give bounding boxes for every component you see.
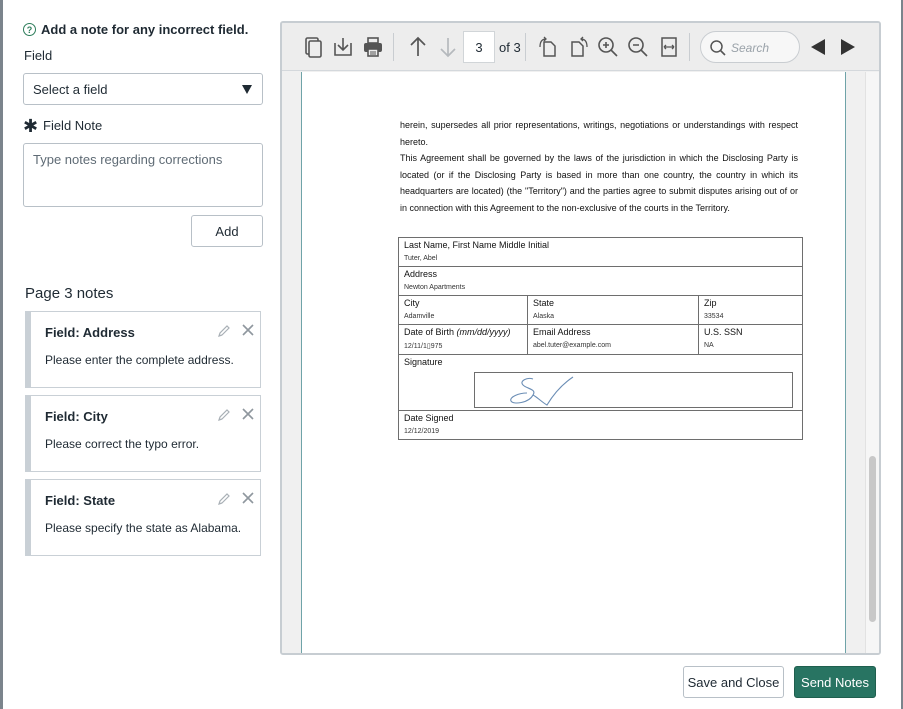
document-page <box>301 72 846 655</box>
page-total-label: of 3 <box>499 40 521 55</box>
instructions-text: Add a note for any incorrect field. <box>41 22 249 37</box>
email-label: Email Address <box>533 327 591 337</box>
form-row-dob-email-ssn <box>399 324 802 354</box>
note-text: Please correct the typo error. <box>45 437 200 451</box>
page-number-input[interactable] <box>463 31 495 63</box>
dob-label <box>404 327 522 337</box>
address-label: Address <box>404 269 438 279</box>
address-value: Newton Apartments <box>404 284 466 291</box>
save-and-close-button[interactable]: Save and Close <box>683 666 784 698</box>
download-icon[interactable] <box>331 35 355 59</box>
note-card-address <box>25 311 261 388</box>
name-label: Last Name, First Name Middle Initial <box>404 240 550 250</box>
pdf-viewer <box>280 21 881 655</box>
email-cell[interactable] <box>527 325 698 354</box>
note-card-state <box>25 479 261 556</box>
agreement-paragraph: herein, supersedes all prior representations, writings, negotiations or understandings with respect hereto. <box>400 120 798 147</box>
required-asterisk-icon: ✱ <box>23 116 39 136</box>
name-value: Tuter, Abel <box>404 255 438 262</box>
agreement-paragraph: This Agreement shall be governed by the laws of the jurisdiction in which the Disclosing Party is located (or if the Disclosing Party is based in more than one country, the country in which its headquarters are located) (the "Territory") and the parties agree to submit disputes arising out of or in connection with this Agreement to the non-exclusive of the courts in the Territory. <box>400 153 798 213</box>
pencil-edit-icon[interactable] <box>217 492 231 506</box>
state-label: State <box>533 298 555 308</box>
date-signed-value: 12/12/2019 <box>404 428 440 435</box>
caret-down-icon <box>242 85 252 94</box>
page-up-arrow-icon[interactable] <box>406 35 430 59</box>
page-down-arrow-icon[interactable] <box>436 35 460 59</box>
send-notes-button[interactable]: Send Notes <box>794 666 876 698</box>
address-cell[interactable] <box>399 267 802 295</box>
close-icon[interactable] <box>240 406 256 422</box>
handwritten-signature-image <box>503 373 583 409</box>
pencil-edit-icon[interactable] <box>217 324 231 338</box>
dob-value: 12/11/1▯975 <box>404 343 443 350</box>
note-text: Please enter the complete address. <box>45 353 234 367</box>
pencil-edit-icon[interactable] <box>217 408 231 422</box>
state-cell[interactable] <box>527 296 698 324</box>
date-signed-cell[interactable] <box>399 411 802 439</box>
ssn-label: U.S. SSN <box>704 327 743 337</box>
dob-cell[interactable] <box>399 325 527 354</box>
print-icon[interactable] <box>361 35 385 59</box>
zoom-out-icon[interactable] <box>626 35 650 59</box>
field-select[interactable] <box>23 73 263 105</box>
notes-panel <box>0 0 280 709</box>
form-row-city-state-zip <box>399 295 802 324</box>
toolbar-separator <box>393 33 394 61</box>
toolbar-separator <box>525 33 526 61</box>
scrollbar-thumb[interactable] <box>869 456 876 622</box>
document-scrollbar[interactable] <box>865 72 879 655</box>
zip-cell[interactable] <box>698 296 802 324</box>
applicant-form <box>398 237 803 440</box>
rotate-counterclockwise-icon[interactable] <box>567 35 591 59</box>
viewer-toolbar <box>282 23 879 71</box>
search-box[interactable] <box>700 31 800 63</box>
city-cell[interactable] <box>399 296 527 324</box>
agreement-text <box>400 117 798 217</box>
form-row-signature <box>399 354 802 410</box>
name-cell <box>399 238 802 266</box>
field-note-textarea[interactable] <box>23 143 263 207</box>
next-result-icon[interactable] <box>836 35 860 59</box>
close-icon[interactable] <box>240 490 256 506</box>
dob-format: (mm/dd/yyyy) <box>456 327 511 337</box>
search-icon <box>709 39 727 57</box>
signature-label: Signature <box>404 357 443 367</box>
note-field-title: Field: Address <box>45 325 135 340</box>
city-label: City <box>404 298 420 308</box>
dob-label-text: Date of Birth <box>404 327 455 337</box>
email-value: abel.tuter@example.com <box>533 342 611 349</box>
note-card-city <box>25 395 261 472</box>
page-notes-title: Page 3 notes <box>25 285 114 302</box>
search-input[interactable] <box>731 39 795 57</box>
zoom-in-icon[interactable] <box>596 35 620 59</box>
help-circle-icon: ? <box>23 23 36 36</box>
copy-pages-icon[interactable] <box>301 35 325 59</box>
close-icon[interactable] <box>240 322 256 338</box>
ssn-value: NA <box>704 342 714 349</box>
field-label: Field <box>24 48 53 63</box>
form-row-name <box>399 238 802 266</box>
date-signed-label: Date Signed <box>404 413 454 423</box>
zip-value: 33534 <box>704 313 724 320</box>
signature-box <box>474 372 793 408</box>
fit-width-icon[interactable] <box>657 35 681 59</box>
note-field-title: Field: State <box>45 493 116 508</box>
state-value: Alaska <box>533 313 555 320</box>
form-row-address <box>399 266 802 295</box>
instructions-heading <box>23 22 248 37</box>
ssn-cell[interactable] <box>698 325 802 354</box>
zip-label: Zip <box>704 298 717 308</box>
note-field-title: Field: City <box>45 409 108 424</box>
field-select-value: Select a field <box>33 82 108 97</box>
toolbar-separator <box>689 33 690 61</box>
form-row-date-signed <box>399 410 802 439</box>
rotate-clockwise-icon[interactable] <box>536 35 560 59</box>
city-value: Adamville <box>404 313 435 320</box>
signature-cell[interactable] <box>399 355 802 410</box>
document-area <box>282 72 879 655</box>
add-note-button[interactable]: Add <box>191 215 263 247</box>
previous-result-icon[interactable] <box>806 35 830 59</box>
field-note-label: Field Note <box>43 118 103 133</box>
note-text: Please specify the state as Alabama. <box>45 521 242 535</box>
